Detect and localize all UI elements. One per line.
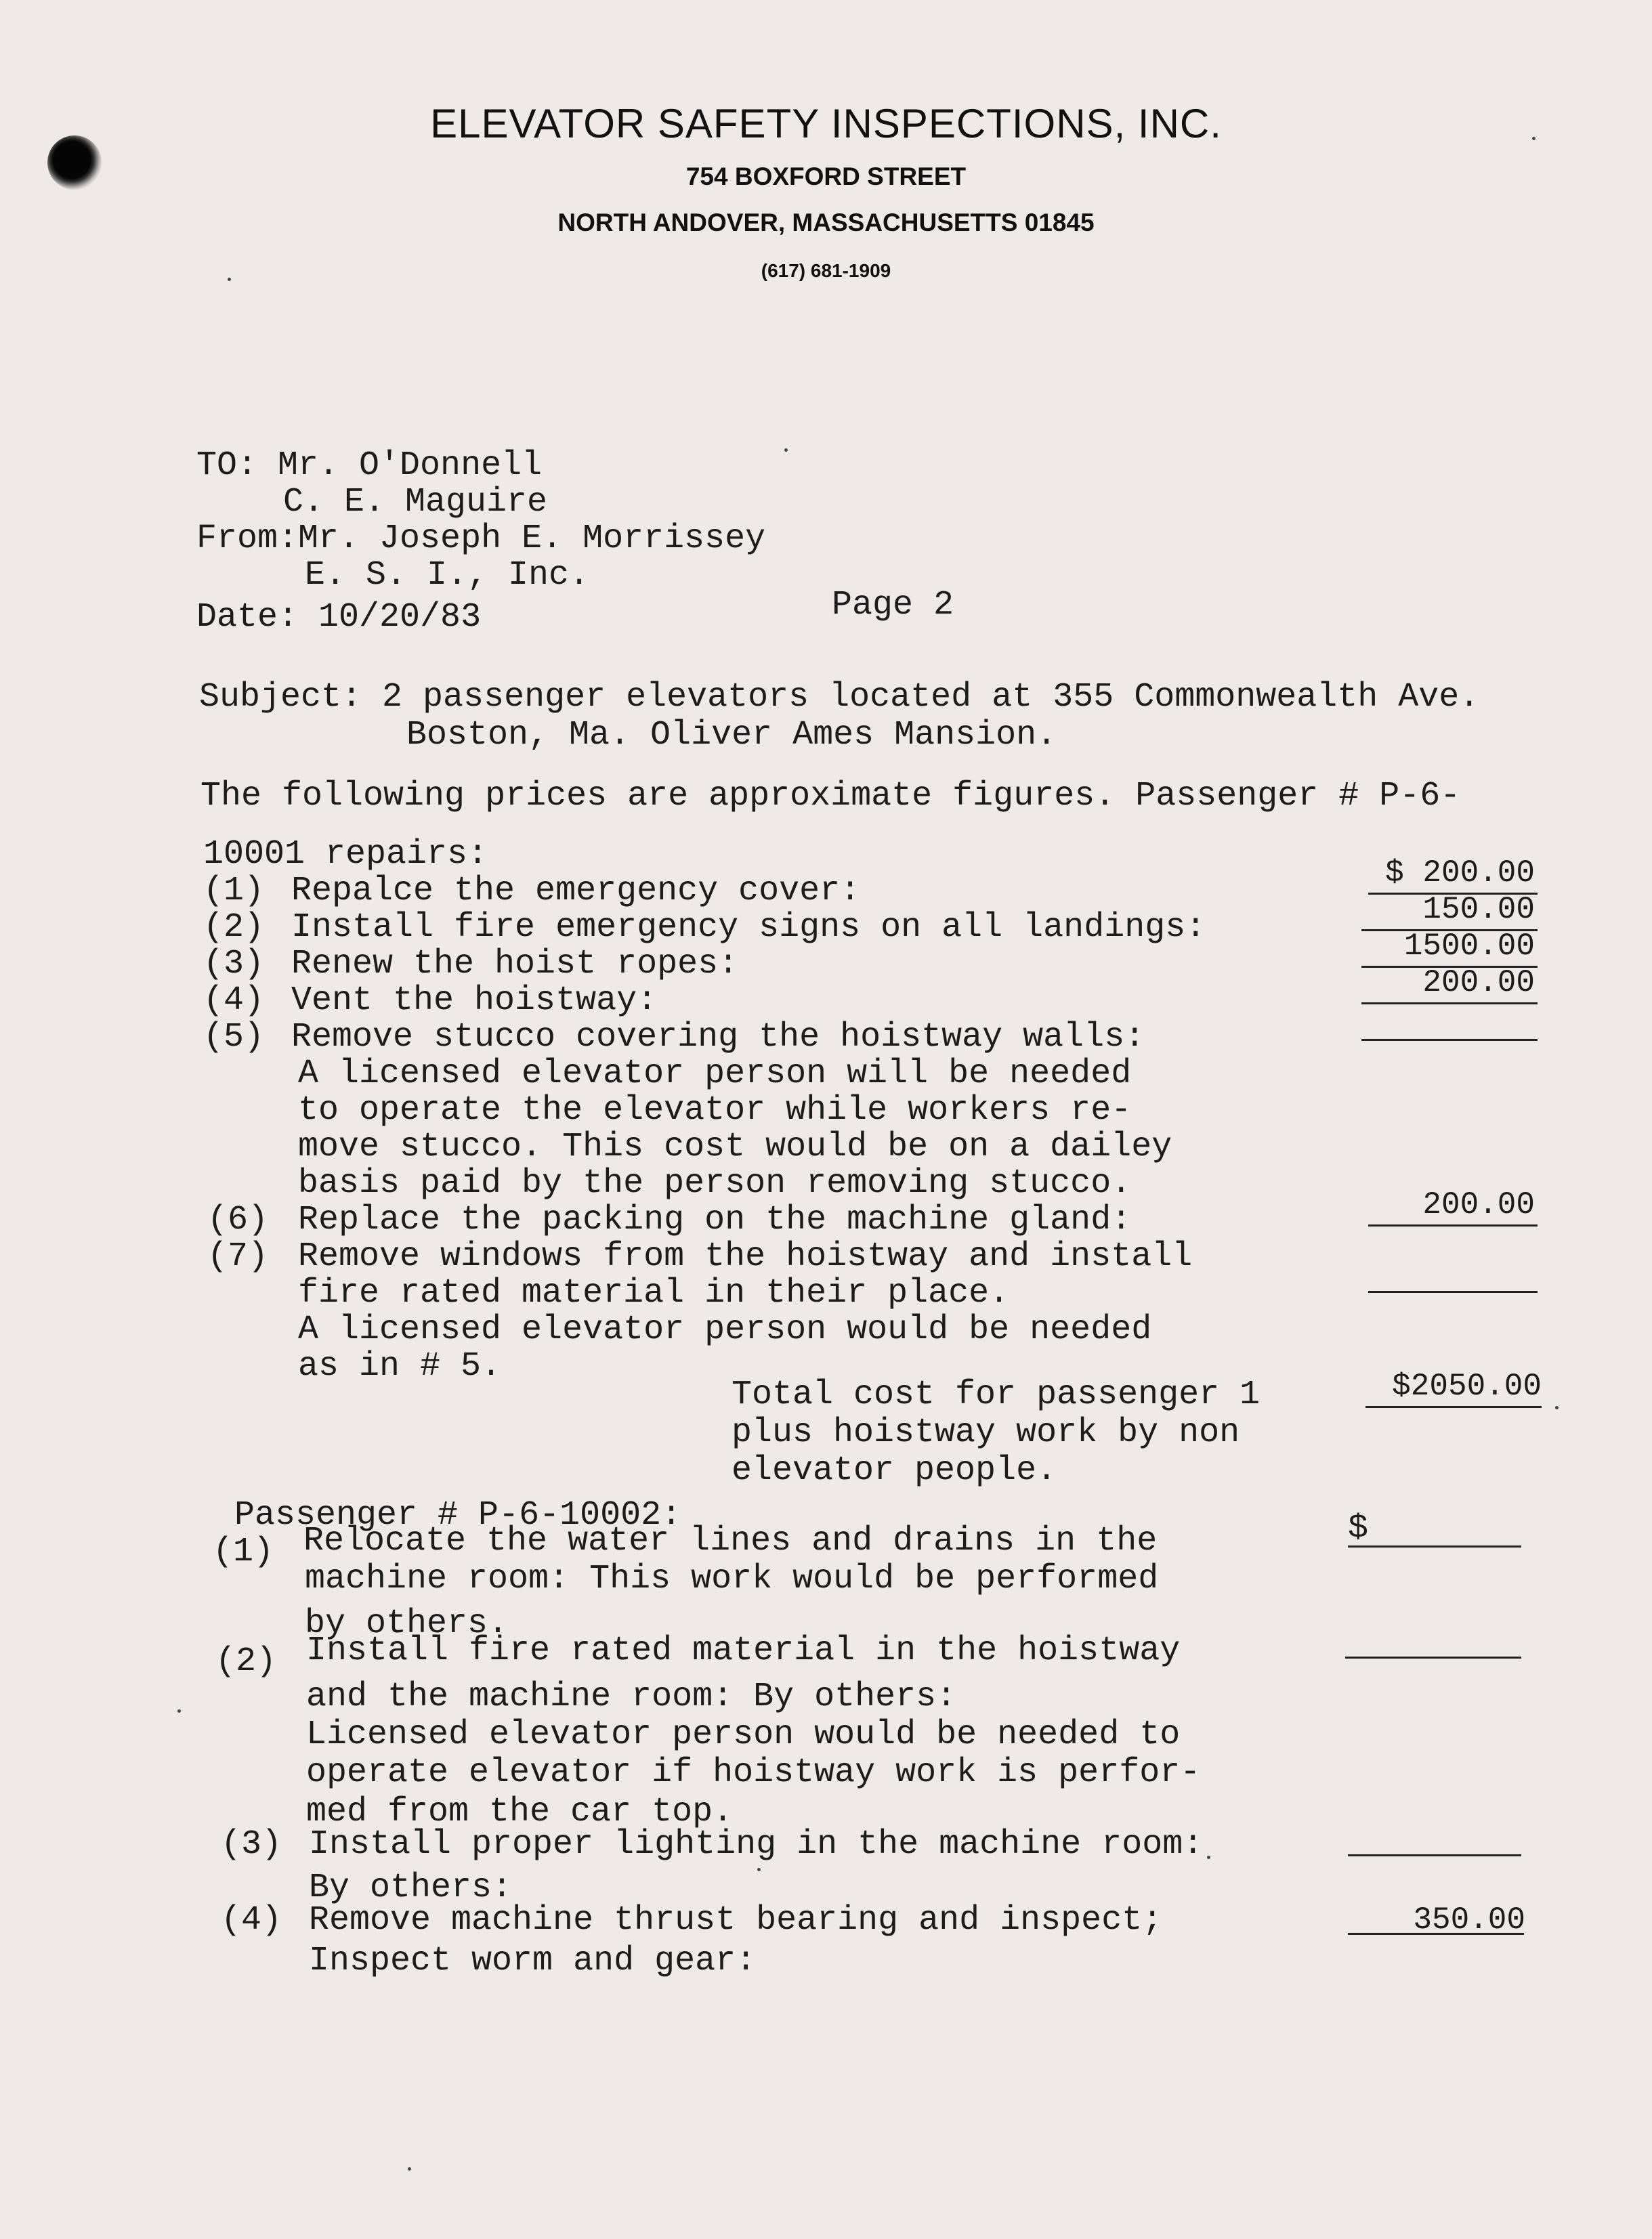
item-cost: $ — [1348, 1510, 1369, 1548]
item-number: (1) — [203, 872, 265, 910]
paper-speck — [1532, 137, 1535, 140]
total-label-2: plus hoistway work by non — [732, 1413, 1240, 1452]
paper-speck — [1555, 1406, 1559, 1409]
item-text: Replace the packing on the machine gland: — [298, 1201, 1132, 1239]
item-number: (2) — [215, 1642, 277, 1681]
item-text: Install fire emergency signs on all landings: — [291, 908, 1206, 947]
company-name: ELEVATOR SAFETY INSPECTIONS, INC. — [430, 101, 1222, 146]
item-text: Inspect worm and gear: — [309, 1942, 757, 1980]
cost-underline — [1361, 1039, 1538, 1041]
intro-line-1: The following prices are approximate figures. Passenger # P-6- — [200, 777, 1461, 815]
to-line-2: C. E. Maguire — [283, 483, 548, 521]
item-cost: 350.00 — [1413, 1902, 1525, 1938]
subject-line-2: Boston, Ma. Oliver Ames Mansion. — [406, 716, 1057, 754]
total-underline — [1365, 1406, 1542, 1408]
company-street: 754 BOXFORD STREET — [685, 163, 967, 190]
item-text: A licensed elevator person will be needed — [298, 1054, 1132, 1093]
cost-underline — [1348, 1545, 1521, 1548]
item-text: Install proper lighting in the machine room: — [309, 1825, 1204, 1864]
company-city: NORTH ANDOVER, MASSACHUSETTS 01845 — [557, 209, 1095, 236]
item-text: Remove stucco covering the hoistway walls: — [291, 1018, 1145, 1057]
total-label-3: elevator people. — [732, 1451, 1057, 1490]
item-text: fire rated material in their place. — [298, 1274, 1010, 1313]
item-text: Vent the hoistway: — [291, 981, 658, 1020]
item-text: to operate the elevator while workers re- — [298, 1091, 1132, 1130]
item-text: Repalce the emergency cover: — [291, 872, 861, 910]
item-text: By others: — [309, 1869, 513, 1907]
paper-speck — [784, 448, 788, 452]
paper-speck — [757, 1868, 761, 1871]
page-number: Page 2 — [832, 586, 954, 624]
cost-underline — [1368, 1291, 1538, 1293]
item-text: basis paid by the person removing stucco. — [298, 1164, 1132, 1203]
item-cost: 150.00 — [1422, 892, 1535, 927]
item-text: Relocate the water lines and drains in the — [303, 1522, 1158, 1560]
item-cost: 200.00 — [1422, 1187, 1535, 1222]
intro-line-2: 10001 repairs: — [203, 835, 488, 874]
item-text: Renew the hoist ropes: — [291, 945, 739, 983]
passenger-2-heading: Passenger # P-6-10002: — [234, 1496, 682, 1535]
item-text: move stucco. This cost would be on a dailey — [298, 1128, 1172, 1166]
cost-underline — [1368, 1224, 1538, 1227]
to-line: TO: Mr. O'Donnell — [196, 446, 543, 485]
item-cost: 200.00 — [1422, 965, 1535, 1000]
item-text: Install fire rated material in the hoistway — [306, 1632, 1181, 1670]
item-number: (4) — [203, 981, 265, 1020]
item-number: (3) — [221, 1825, 282, 1864]
item-text: by others. — [305, 1604, 509, 1643]
from-line: From:Mr. Joseph E. Morrissey — [196, 519, 766, 558]
subject-line-1: Subject: 2 passenger elevators located at 355 Commonwealth Ave. — [199, 678, 1480, 717]
total-cost: $2050.00 — [1392, 1369, 1542, 1404]
cost-underline — [1361, 1002, 1538, 1004]
item-text: machine room: This work would be performed — [305, 1560, 1159, 1598]
item-text: and the machine room: By others: — [306, 1678, 957, 1716]
item-number: (7) — [207, 1237, 269, 1276]
item-text: Remove machine thrust bearing and inspect; — [309, 1901, 1163, 1940]
item-number: (5) — [203, 1018, 265, 1057]
item-text: Remove windows from the hoistway and install — [298, 1237, 1193, 1276]
paper-speck — [177, 1709, 181, 1713]
item-text: A licensed elevator person would be needed — [298, 1310, 1152, 1349]
item-text: Licensed elevator person would be needed to — [306, 1715, 1181, 1754]
cost-underline — [1345, 1657, 1521, 1659]
item-number: (6) — [207, 1201, 269, 1239]
cost-underline — [1348, 1854, 1521, 1856]
item-number: (1) — [213, 1533, 274, 1571]
item-number: (4) — [221, 1901, 282, 1940]
item-text: operate elevator if hoistway work is perfor- — [306, 1753, 1201, 1792]
company-phone: (617) 681-1909 — [761, 260, 891, 281]
item-text: as in # 5. — [298, 1347, 502, 1386]
from-line-2: E. S. I., Inc. — [305, 556, 590, 595]
item-number: (3) — [203, 945, 265, 983]
date-line: Date: 10/20/83 — [196, 598, 482, 637]
total-label-1: Total cost for passenger 1 — [732, 1376, 1261, 1414]
item-text: med from the car top. — [306, 1793, 734, 1831]
paper-speck — [228, 278, 231, 281]
item-cost: 1500.00 — [1403, 929, 1535, 964]
item-number: (2) — [203, 908, 265, 947]
paper-speck — [408, 2167, 411, 2171]
paper-speck — [1207, 1856, 1210, 1859]
item-cost: $ 200.00 — [1385, 855, 1535, 891]
cost-underline — [1348, 1933, 1524, 1935]
